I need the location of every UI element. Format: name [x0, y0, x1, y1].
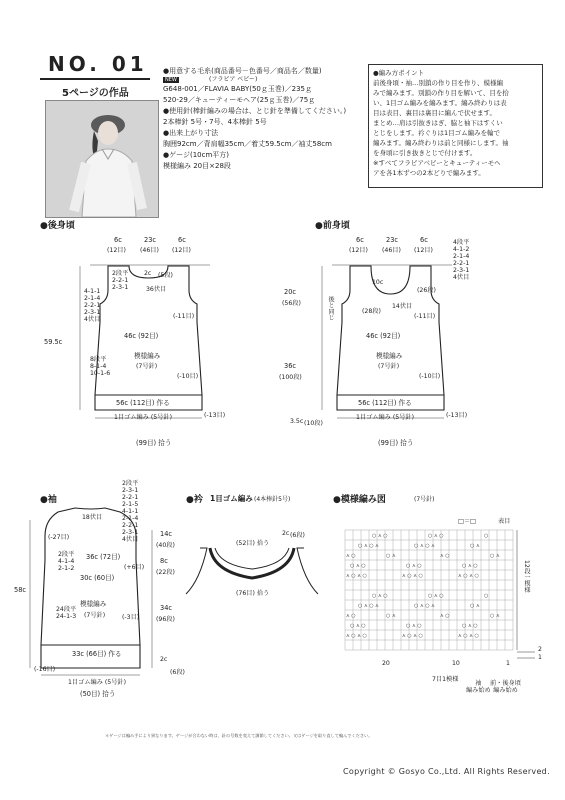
- front-side-dec-count: (-10目): [419, 373, 441, 380]
- svg-text:○ ⋏ ○: ○ ⋏ ○: [428, 533, 444, 539]
- chart-row-repeat: 12段一模様: [523, 560, 530, 593]
- sleeve-increase-rule: 24段平 24-1-3: [56, 606, 77, 620]
- points-line: アを各1本ずつの2本どりで編みます。: [373, 169, 485, 177]
- sleeve-rib-height: 2c: [160, 656, 168, 663]
- back-neck-stitches: (46目): [140, 247, 159, 254]
- sleeve-width-upper: 36c (72目): [86, 553, 121, 561]
- front-neck-dec-rows: (28段): [362, 308, 381, 315]
- back-side-dec-count: (-10目): [177, 373, 199, 380]
- materials-line: (フラビア ベビー): [209, 76, 258, 83]
- materials-line: G648-001／FLAVIA BABY(50ｇ玉巻)／235ｇ: [163, 85, 312, 93]
- svg-text:○: ○: [484, 533, 489, 539]
- svg-text:○ ⋏ ○ ⋏: ○ ⋏ ○ ⋏: [414, 543, 435, 549]
- back-armhole-decrease: 4-1-1 2-1-4 2-2-1 2-3-1 4伏目: [84, 288, 101, 323]
- sleeve-lower-height: 34c: [160, 604, 173, 612]
- sleeve-hem-cast-on: 33c (66目) 作る: [72, 650, 122, 658]
- back-shoulder-right-stitches: (12目): [172, 247, 191, 254]
- chart-body-start: 前・後身頃 編み始め: [490, 680, 521, 694]
- front-shoulder-right: 6c: [420, 236, 428, 244]
- points-line: を身頃に引き抜きとじで付けます。: [373, 149, 477, 157]
- svg-text:○ ⋏ ○: ○ ⋏ ○: [428, 593, 444, 599]
- sleeve-ribbing: 1目ゴム編み (5号針): [68, 679, 126, 686]
- materials-line: ●使用針(棒針編みの場合は、とじ針を準備してください。): [163, 107, 347, 115]
- back-stitch-pattern: 模様編み: [134, 352, 161, 360]
- materials-line: 520-29／キューティーモヘア(25ｇ玉巻)／75ｇ: [163, 96, 316, 104]
- back-body-heading: ●後身頃: [40, 221, 75, 231]
- collar-bottom-stitches: (76目) 拾う: [236, 590, 270, 597]
- sleeve-pickup: (50目) 拾う: [80, 690, 116, 698]
- svg-text:⋏ ○: ⋏ ○: [440, 613, 450, 619]
- sleeve-length: 58c: [14, 586, 27, 594]
- back-ribbing-dec: (-13目): [204, 412, 226, 419]
- svg-text:○ ⋏ ○ ⋏: ○ ⋏ ○ ⋏: [358, 543, 379, 549]
- front-needle-size: (7号針): [378, 363, 400, 370]
- sleeve-cap-decrease: 2段平 2-3-1 2-2-1 2-1-5 4-1-1 2-1-4 2-2-1 2-3-1 4伏目: [122, 480, 139, 543]
- sleeve-dec-count: (-27目): [48, 534, 70, 541]
- svg-text:⋏ ○ ⋏ ○: ⋏ ○ ⋏ ○: [346, 633, 367, 639]
- chart-col-10: 10: [452, 660, 460, 667]
- svg-text:⋏ ○: ⋏ ○: [440, 553, 450, 559]
- back-chest-width: 46c (92目): [124, 332, 159, 340]
- collar-needles: (4本棒針5号): [254, 496, 291, 503]
- front-armhole-dec-count: (-11目): [414, 313, 436, 320]
- front-neck-depth-rows: (26段): [417, 287, 436, 294]
- sleeve-heading: ●袖: [40, 495, 57, 505]
- sleeve-mid-rows: (22段): [156, 569, 175, 576]
- collar-top-stitches: (52目) 拾う: [236, 540, 270, 547]
- sleeve-cap-height: 14c: [160, 530, 173, 538]
- new-badge: NEW: [165, 77, 177, 83]
- points-line: まとめ…肩は引抜きはぎ、脇と袖下はすくい: [373, 119, 503, 127]
- page-reference-subtitle: 5ページの作品: [62, 88, 129, 99]
- copyright-notice: Copyright © Gosyo Co.,Ltd. All Rights Reserved.: [343, 767, 550, 776]
- sleeve-left-decrease: 2段平 4-1-4 2-1-2: [58, 551, 75, 572]
- svg-text:○ ⋏ ○: ○ ⋏ ○: [406, 623, 422, 629]
- svg-text:○ ⋏ ○ ⋏: ○ ⋏ ○ ⋏: [414, 603, 435, 609]
- back-ribbing: 1目ゴム編み (5号針): [114, 414, 172, 421]
- sleeve-width-mid: 30c (60目): [80, 574, 115, 582]
- collar-rows: (6段): [290, 532, 305, 539]
- chart-legend-note: 表目: [498, 518, 511, 525]
- back-side-decrease: 8段平 8-1-4 10-1-6: [90, 356, 111, 377]
- sleeve-cap-bindoff: 18伏目: [82, 514, 103, 521]
- back-shoulder-left-stitches: (12目): [107, 247, 126, 254]
- front-shoulder-decrease: 4段平 4-1-2 2-1-4 2-2-1 2-3-1 4伏目: [453, 239, 470, 281]
- collar-outline: [210, 548, 294, 578]
- points-line: ●編み方ポイント: [373, 69, 425, 77]
- back-neck-bindoff: 36伏目: [146, 286, 167, 293]
- front-hem-cast-on: 56c (112目) 作る: [358, 399, 412, 407]
- svg-text:○ ⋏: ○ ⋏: [386, 553, 396, 559]
- collar-height: 2c: [282, 530, 290, 537]
- svg-text:○ ⋏ ○ ⋏: ○ ⋏ ○ ⋏: [358, 603, 379, 609]
- chart-col-20: 20: [382, 660, 390, 667]
- front-rib-rows: (10段): [304, 420, 323, 427]
- back-neck-width: 23c: [144, 236, 157, 244]
- points-line: 目は表目、裏目は裏目に編んで伏せます。: [373, 109, 496, 117]
- sleeve-inc-count: (+6目): [124, 564, 145, 571]
- pattern-chart-heading: ●模様編み図: [333, 495, 386, 505]
- front-ribbing-dec: (-13目): [446, 412, 468, 419]
- front-shoulder-left: 6c: [356, 236, 364, 244]
- svg-text:⋏ ○ ⋏ ○: ⋏ ○ ⋏ ○: [402, 573, 423, 579]
- chart-col-1: 1: [506, 660, 510, 667]
- front-body-height: 36c: [284, 362, 297, 370]
- front-rib-height: 3.5c: [290, 418, 304, 425]
- materials-line: ●用意する毛糸(商品番号－色番号／商品名／数量): [163, 67, 322, 75]
- points-line: みで編みます。別鎖の作り目を解いて、目を拾: [373, 89, 509, 97]
- front-body-rows: (100段): [279, 374, 302, 381]
- materials-line: 胸囲92cm／背肩幅35cm／着丈59.5cm／袖丈58cm: [163, 140, 332, 148]
- svg-text:○ ⋏ ○: ○ ⋏ ○: [350, 563, 366, 569]
- points-line: 前後身頃・袖…別鎖の作り目を作り、模様編: [373, 79, 503, 87]
- materials-line: ●出来上がり寸法: [163, 129, 219, 137]
- svg-text:⋏ ○ ⋏ ○: ⋏ ○ ⋏ ○: [458, 573, 479, 579]
- front-neck-width: 23c: [386, 236, 399, 244]
- svg-text:○ ⋏: ○ ⋏: [490, 613, 500, 619]
- front-shoulder-right-stitches: (12目): [414, 247, 433, 254]
- collar-stitch: 1目ゴム編み: [210, 494, 253, 503]
- back-shoulder-right: 6c: [178, 236, 186, 244]
- sleeve-cap-rows: (40段): [156, 542, 175, 549]
- svg-text:○ ⋏: ○ ⋏: [470, 543, 480, 549]
- back-needle-size: (7号針): [136, 363, 158, 370]
- svg-text:⋏ ○ ⋏ ○: ⋏ ○ ⋏ ○: [402, 633, 423, 639]
- back-hem-cast-on: 56c (112目) 作る: [116, 399, 170, 407]
- svg-text:○: ○: [484, 593, 489, 599]
- svg-text:○ ⋏ ○: ○ ⋏ ○: [372, 593, 388, 599]
- back-neck-rows: 2c: [144, 270, 152, 277]
- chart-row-2: 2: [538, 646, 542, 653]
- front-ribbing: 1目ゴム編み (5号針): [356, 414, 414, 421]
- collar-heading: ●衿: [186, 495, 203, 505]
- svg-text:○ ⋏ ○: ○ ⋏ ○: [462, 623, 478, 629]
- points-line: い、1目ゴム編みを編みます。編み終わりは表: [373, 99, 507, 107]
- front-neck-depth: 10c: [372, 279, 384, 286]
- front-neck-stitches: (46目): [382, 247, 401, 254]
- front-pickup: (99目) 拾う: [378, 439, 414, 447]
- back-shoulder-left: 6c: [114, 236, 122, 244]
- front-yoke-height: 20c: [284, 288, 297, 296]
- sleeve-needle-size: (7号針): [84, 612, 106, 619]
- svg-text:○ ⋏ ○: ○ ⋏ ○: [372, 533, 388, 539]
- pattern-number-title: NO. 01: [48, 52, 148, 76]
- back-shoulder-decrease: 2段平 2-2-1 2-3-1: [112, 270, 129, 291]
- points-line: ※すべてフラビアベビーとキューティーモヘ: [373, 159, 501, 167]
- back-length: 59.5c: [44, 338, 63, 346]
- chart-sleeve-start: 袖 編み始め: [466, 680, 491, 694]
- svg-text:○ ⋏: ○ ⋏: [470, 603, 480, 609]
- back-neck-rows-count: (5段): [158, 272, 173, 279]
- front-neck-bindoff: 14伏目: [392, 303, 413, 310]
- materials-line: ●ゲージ(10cm平方): [163, 151, 230, 159]
- chart-row-1: 1: [538, 654, 542, 661]
- svg-text:○ ⋏ ○: ○ ⋏ ○: [406, 563, 422, 569]
- sleeve-rib-dec: (-16目): [34, 666, 56, 673]
- front-shoulder-left-stitches: (12目): [349, 247, 368, 254]
- svg-text:⋏ ○: ⋏ ○: [346, 553, 356, 559]
- pattern-needles: (7号針): [414, 496, 435, 503]
- chart-legend-symbol: □＝□: [458, 518, 476, 525]
- points-line: とじをします。衿ぐりは1目ゴム編みを輪で: [373, 129, 501, 137]
- sleeve-mid-height: 8c: [160, 557, 168, 565]
- svg-text:○ ⋏: ○ ⋏: [386, 613, 396, 619]
- front-side-note: 後と同じ: [327, 296, 334, 321]
- svg-text:⋏ ○ ⋏ ○: ⋏ ○ ⋏ ○: [346, 573, 367, 579]
- svg-text:⋏ ○: ⋏ ○: [346, 613, 356, 619]
- back-pickup: (99目) 拾う: [136, 439, 172, 447]
- svg-text:○ ⋏ ○: ○ ⋏ ○: [462, 563, 478, 569]
- materials-line: 模様編み 20目×28段: [163, 162, 231, 170]
- svg-text:○ ⋏: ○ ⋏: [490, 553, 500, 559]
- front-yoke-rows: (56段): [282, 300, 301, 307]
- points-line: 編みます。編み終わりは前と同様にします。袖: [373, 139, 509, 147]
- gauge-footnote: ＊ゲージは編み手により異なります。ゲージが合わない時は、針の号数を変えて調節してください。又はゲージを取り直して編んでください。: [105, 733, 373, 738]
- chart-col-repeat: 7目1模様: [432, 676, 459, 683]
- svg-text:○ ⋏ ○: ○ ⋏ ○: [350, 623, 366, 629]
- front-stitch-pattern: 模様編み: [376, 352, 403, 360]
- sleeve-dec-3: (-3目): [122, 614, 140, 621]
- sleeve-rib-rows: (6段): [170, 669, 185, 676]
- front-chest-width: 46c (92目): [366, 332, 401, 340]
- front-body-heading: ●前身頃: [315, 221, 350, 231]
- materials-line: 2本棒針 5号・7号、4本棒針 5号: [163, 118, 267, 126]
- sleeve-stitch-pattern: 模様編み: [80, 600, 107, 608]
- sleeve-lower-rows: (96段): [156, 616, 175, 623]
- svg-text:⋏ ○ ⋏ ○: ⋏ ○ ⋏ ○: [458, 633, 479, 639]
- back-armhole-dec-count: (-11目): [173, 313, 195, 320]
